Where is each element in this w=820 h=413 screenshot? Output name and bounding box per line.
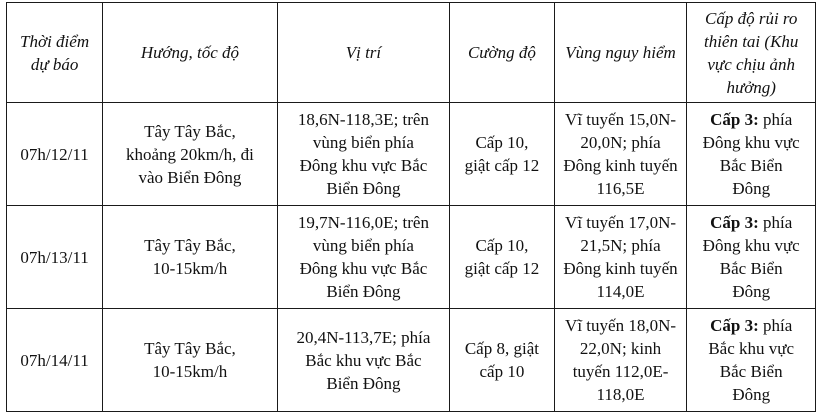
position-cell: 20,4N-113,7E; phía Bắc khu vực Bắc Biển Đông: [277, 309, 449, 412]
risk-level-cell: Cấp 3: phía Bắc khu vực Bắc Biển Đông: [687, 309, 816, 412]
position-cell: 18,6N-118,3E; trên vùng biển phía Đông khu vực Bắc Biển Đông: [277, 103, 449, 206]
header-position: Vị trí: [277, 3, 449, 103]
forecast-time-cell: 07h/14/11: [7, 309, 103, 412]
intensity-cell: Cấp 10, giật cấp 12: [450, 103, 555, 206]
risk-level-cell: Cấp 3: phía Đông khu vực Bắc Biển Đông: [687, 103, 816, 206]
forecast-time-cell: 07h/12/11: [7, 103, 103, 206]
risk-level-label: Cấp 3:: [710, 110, 759, 129]
header-risk-level: Cấp độ rủi ro thiên tai (Khu vực chịu ảnh hưởng): [687, 3, 816, 103]
header-intensity: Cường độ: [450, 3, 555, 103]
risk-level-cell: Cấp 3: phía Đông khu vực Bắc Biển Đông: [687, 206, 816, 309]
danger-zone-cell: Vĩ tuyến 18,0N- 22,0N; kinh tuyến 112,0E- 118,0E: [554, 309, 687, 412]
header-row: [7, 3, 816, 103]
direction-cell: Tây Tây Bắc, 10-15km/h: [103, 309, 278, 412]
header-forecast-time: Thời điểm dự báo: [7, 3, 103, 103]
table-row: [7, 309, 816, 412]
direction-cell: Tây Tây Bắc, 10-15km/h: [103, 206, 278, 309]
table-row: [7, 206, 816, 309]
danger-zone-cell: Vĩ tuyến 15,0N- 20,0N; phía Đông kinh tuyến 116,5E: [554, 103, 687, 206]
intensity-cell: Cấp 10, giật cấp 12: [450, 206, 555, 309]
forecast-time-cell: 07h/13/11: [7, 206, 103, 309]
direction-cell: Tây Tây Bắc, khoảng 20km/h, đi vào Biển Đông: [103, 103, 278, 206]
intensity-cell: Cấp 8, giật cấp 10: [450, 309, 555, 412]
storm-forecast-table: [6, 2, 816, 412]
header-direction-speed: Hướng, tốc độ: [103, 3, 278, 103]
header-danger-zone: Vùng nguy hiểm: [554, 3, 687, 103]
risk-level-label: Cấp 3:: [710, 316, 759, 335]
risk-level-label: Cấp 3:: [710, 213, 759, 232]
danger-zone-cell: Vĩ tuyến 17,0N- 21,5N; phía Đông kinh tuyến 114,0E: [554, 206, 687, 309]
position-cell: 19,7N-116,0E; trên vùng biển phía Đông khu vực Bắc Biển Đông: [277, 206, 449, 309]
table-row: [7, 103, 816, 206]
